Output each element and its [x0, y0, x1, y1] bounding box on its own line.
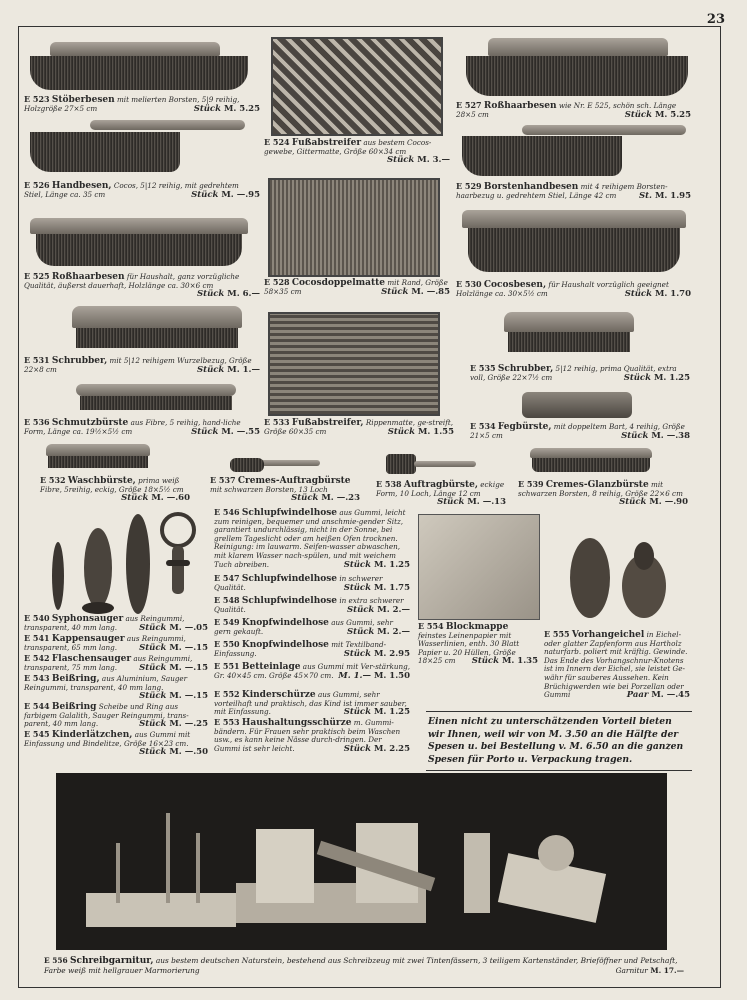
brush-e539-image [530, 448, 652, 474]
item-e549: E 549 Knopfwindelhose aus Gummi, sehr gern gekauft. Stück M. 2.— [214, 617, 410, 637]
curtain-acorns-image [560, 520, 680, 620]
item-e529: E 529 Borstenhandbesen mit 4 reihigem Borsten-haarbezug u. gedrehtem Stiel, Länge 42 cm St. M. 1.95 [456, 181, 691, 201]
item-e525: E 525 Roßhaarbesen für Haushalt, ganz vorzügliche Qualität, äußerst dauerhaft, Holzlänge ca. 30×6 cm Stück M. 6.— [24, 271, 260, 300]
doormat-e533-image [268, 312, 440, 416]
item-e539: E 539 Cremes-Glanzbürste mit schwarzen Borsten, 8 reihig, Größe 22×6 cm Stück M. —.90 [518, 479, 688, 508]
brush-e537-image [230, 456, 320, 474]
item-e527: E 527 Roßhaarbesen wie Nr. E 525, schön sch. Länge 28×5 cm Stück M. 5.25 [456, 100, 691, 120]
item-e552: E 552 Kinderschürze aus Gummi, sehr vorteilhaft und praktisch, das Kind ist immer sauber, mit Einfassung. Stück M. 1.25 [214, 689, 410, 718]
item-e537: E 537 Cremes-Auftragbürste mit schwarzen Borsten, 13 Loch Stück M. —.23 [210, 475, 360, 504]
item-e541: E 541 Kappensauger aus Reingummi, transparent, 65 mm lang. Stück M. —.15 [24, 633, 208, 653]
item-e545: E 545 Kinderlätzchen, aus Gummi mit Einfassung und Bindelitze, Größe 16×23 cm. Stück M. —.50 [24, 729, 208, 758]
brush-e532-image [46, 444, 150, 470]
broom-e530-image [462, 210, 686, 274]
blockmappe-image [418, 514, 540, 620]
item-e535: E 535 Schrubber, 5|12 reihig, prima Qualität, extra voll, Größe 22×7½ cm Stück M. 1.25 [470, 363, 690, 383]
item-e533: E 533 Fußabstreifer, Rippenmatte, ge-streift, Größe 60×35 cm Stück M. 1.55 [264, 417, 454, 437]
item-e555: E 555 Vorhangeichel in Eichel- oder glatter Zapfenform aus Hartholz naturfarb. poliert mit kräftig. Gewinde. Das Ende des Vorhangschnur-Knotens ist im Innern der Eichel, sie leistet Ge-währ für sauberes Aussehen. Kein Brüchigwerden wie bei Porzellan oder Gummi Paar M. —.45 [544, 629, 690, 701]
item-e542: E 542 Flaschensauger aus Reingummi, transparent, 75 mm lang. Stück M. —.15 [24, 653, 208, 673]
item-e544: E 544 Beißring Scheibe und Ring aus farbigem Galalith, Sauger Reingummi, trans-parent, 40 mm lang. Stück M. —.25 [24, 701, 208, 730]
brush-e536-image [76, 384, 236, 412]
item-e547: E 547 Schlupfwindelhose in schwerer Qualität. Stück M. 1.75 [214, 573, 410, 593]
item-e530: E 530 Cocosbesen, für Haushalt vorzüglich geeignet Holzlänge ca. 30×5½ cm Stück M. 1.70 [456, 279, 691, 299]
handbroom-e526-image [30, 120, 248, 174]
item-e554: E 554 Blockmappe feinstes Leinenpapier mit Wasserlinien, enth. 30 Blatt Papier u. 20 Hüllen, Größe 18×25 cm Stück M. 1.35 [418, 621, 538, 667]
broom-e525-image [30, 218, 248, 268]
item-e553: E 553 Haushaltungsschürze m. Gummi-bändern. Für Frauen sehr praktisch beim Waschen usw., es kann keine Nässe durch-dringen. Der Gummi ist sehr leicht. Stück M. 2.25 [214, 717, 410, 754]
broom-e527-image [466, 38, 688, 98]
item-e532: E 532 Waschbürste, prima weiß Fibre, 5reihig, eckig, Größe 18×5½ cm Stück M. —.60 [40, 475, 190, 504]
scrubber-e535-image [504, 312, 634, 354]
scrubber-e531-image [72, 306, 242, 350]
item-e548: E 548 Schlupfwindelhose in extra schwerer Qualität. Stück M. 2.— [214, 595, 410, 615]
doormat-e528-image [268, 178, 440, 277]
item-e551: E 551 Betteinlage aus Gummi mit Ver-stärkung, Gr. 40×45 cm. Größe 45×70 cm. M. 1.— M. 1.50 [214, 661, 411, 681]
item-e531: E 531 Schrubber, mit 5|12 reihigem Wurzelbezug, Größe 22×8 cm Stück M. 1.— [24, 355, 260, 375]
pacifiers-image [42, 508, 212, 620]
item-e534: E 534 Fegbürste, mit doppeltem Bart, 4 reihig, Größe 21×5 cm Stück M. —.38 [470, 421, 690, 441]
handbroom-e529-image [462, 120, 686, 180]
item-e523: E 523 Stöberbesen mit melierten Borsten, 5|9 reihig, Holzgröße 27×5 cm Stück M. 5.25 [24, 94, 260, 114]
item-e543: E 543 Beißring, aus Aluminium, Sauger Reingummi, transparent, 40 mm lang. Stück M. —.15 [24, 673, 208, 702]
item-e524: E 524 Fußabstreifer aus bestem Cocos-gewebe, Gittermatte, Größe 60×34 cm Stück M. 3.— [264, 137, 450, 166]
item-e556: E 556 Schreibgarnitur, aus bestem deutschen Naturstein, bestehend aus Schreibzeug mit zwei Tintenfässern, 3 teiligem Kartenständer, Brieföffner und Petschaft, Farbe weiß mit hellgrauer Marmorierung Garnitur M. 17.— [44, 956, 684, 975]
broom-e523-image [30, 42, 248, 92]
brush-e538-image [386, 454, 476, 476]
item-e540: E 540 Syphonsauger aus Reingummi, transparent, 40 mm lang. Stück M. —.05 [24, 613, 208, 633]
page-number: 23 [706, 12, 725, 27]
desk-set-photo [56, 773, 667, 950]
item-e538: E 538 Auftragbürste, eckige Form, 10 Loch, Länge 12 cm Stück M. —.13 [376, 479, 506, 508]
doormat-e524-image [271, 37, 443, 136]
shipping-note: Einen nicht zu unterschätzenden Vorteil bieten wir Ihnen, weil wir von M. 3.50 an die Hälfte der Spesen u. bei Bestellung v. M. 6.50 an die ganzen Spesen für Porto u. Verpackung tragen. [426, 711, 692, 771]
item-e536: E 536 Schmutzbürste aus Fibre, 5 reihig, hand-liche Form, Länge ca. 19½×5½ cm Stück M. —.55 [24, 417, 260, 437]
item-e550: E 550 Knopfwindelhose mit Textilband-Einfassung. Stück M. 2.95 [214, 639, 410, 659]
item-e526: E 526 Handbesen, Cocos, 5|12 reihig, mit gedrehtem Stiel, Länge ca. 35 cm Stück M. —.95 [24, 180, 260, 200]
item-e528: E 528 Cocosdoppelmatte mit Rand, Größe 58×35 cm Stück M. —.85 [264, 277, 450, 297]
brush-e534-image [522, 392, 632, 418]
item-e546: E 546 Schlupfwindelhose aus Gummi, leicht zum reinigen, bequemer und anschmie-gender Sitz, garantiert undurchlässig, nicht in der Sonne, bei grellem Tageslicht oder am heißen Ofen trocknen. Reinigung: im lauwarm. Seifen-wasser abwaschen, mit klarem Wasser nach-spülen, und mit weichem Tuch abreiben. Stück M. 1.25 [214, 507, 410, 570]
